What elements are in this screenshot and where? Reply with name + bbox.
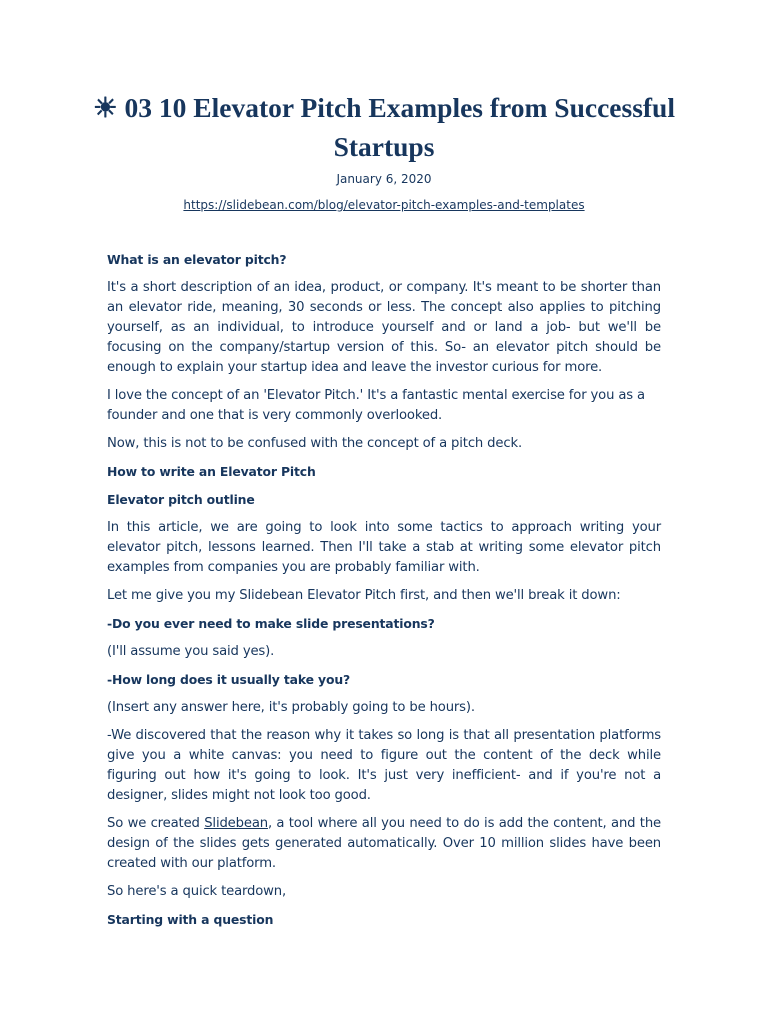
paragraph: Now, this is not to be confused with the concept of a pitch deck. <box>107 436 522 451</box>
paragraph: Let me give you my Slidebean Elevator Pitch first, and then we'll break it down: <box>107 588 621 603</box>
heading-what-is: What is an elevator pitch? <box>107 252 287 267</box>
slidebean-link[interactable]: Slidebean <box>204 816 268 831</box>
heading-outline: Elevator pitch outline <box>107 492 255 507</box>
sun-icon: ☀ <box>92 92 118 123</box>
paragraph: (I'll assume you said yes). <box>107 644 275 659</box>
paragraph-text: So we created <box>107 816 205 831</box>
question-2: -How long does it usually take you? <box>107 672 351 687</box>
paragraph: I love the concept of an 'Elevator Pitch.' It's a fantastic mental exercise for you as a founder and one that is very commonly overlooked. <box>107 388 645 423</box>
paragraph: It's a short description of an idea, product, or company. It's meant to be shorter than an elevator ride, meaning, 30 seconds or less. The concept also applies to pitching yourself, as an individual, to introduce yourself and or land a job- but we'll be focusing on the company/startup version of this. So- an elevator pitch should be enough to explain your startup idea and leave the investor curious for more. <box>107 280 661 375</box>
paragraph: So here's a quick teardown, <box>107 884 287 899</box>
source-url-link[interactable]: https://slidebean.com/blog/elevator-pitch-examples-and-templates <box>183 198 585 212</box>
paragraph-text: , a tool where all you need to do is add the content, and the design of the slides gets generated automatically. Over 10 million slides have been created with our platform. <box>107 816 662 871</box>
document-title <box>77 88 691 166</box>
question-1: -Do you ever need to make slide presentations? <box>107 616 435 631</box>
document-body <box>107 250 661 938</box>
heading-starting-question: Starting with a question <box>107 912 274 927</box>
document-title-text: 03 10 Elevator Pitch Examples from Successful Startups <box>124 92 675 162</box>
paragraph: (Insert any answer here, it's probably going to be hours). <box>107 700 475 715</box>
document-date: January 6, 2020 <box>336 172 432 186</box>
paragraph: In this article, we are going to look into some tactics to approach writing your elevator pitch, lessons learned. Then I'll take a stab at writing some elevator pitch examples from companies you are probably familiar with. <box>107 520 661 575</box>
paragraph: -We discovered that the reason why it takes so long is that all presentation platforms give you a white canvas: you need to figure out the content of the deck while figuring out how it's going to look. It's just very inefficient- and if you're not a designer, slides might not look too good. <box>107 728 661 803</box>
heading-how-to-write: How to write an Elevator Pitch <box>107 464 316 479</box>
paragraph <box>107 814 661 874</box>
